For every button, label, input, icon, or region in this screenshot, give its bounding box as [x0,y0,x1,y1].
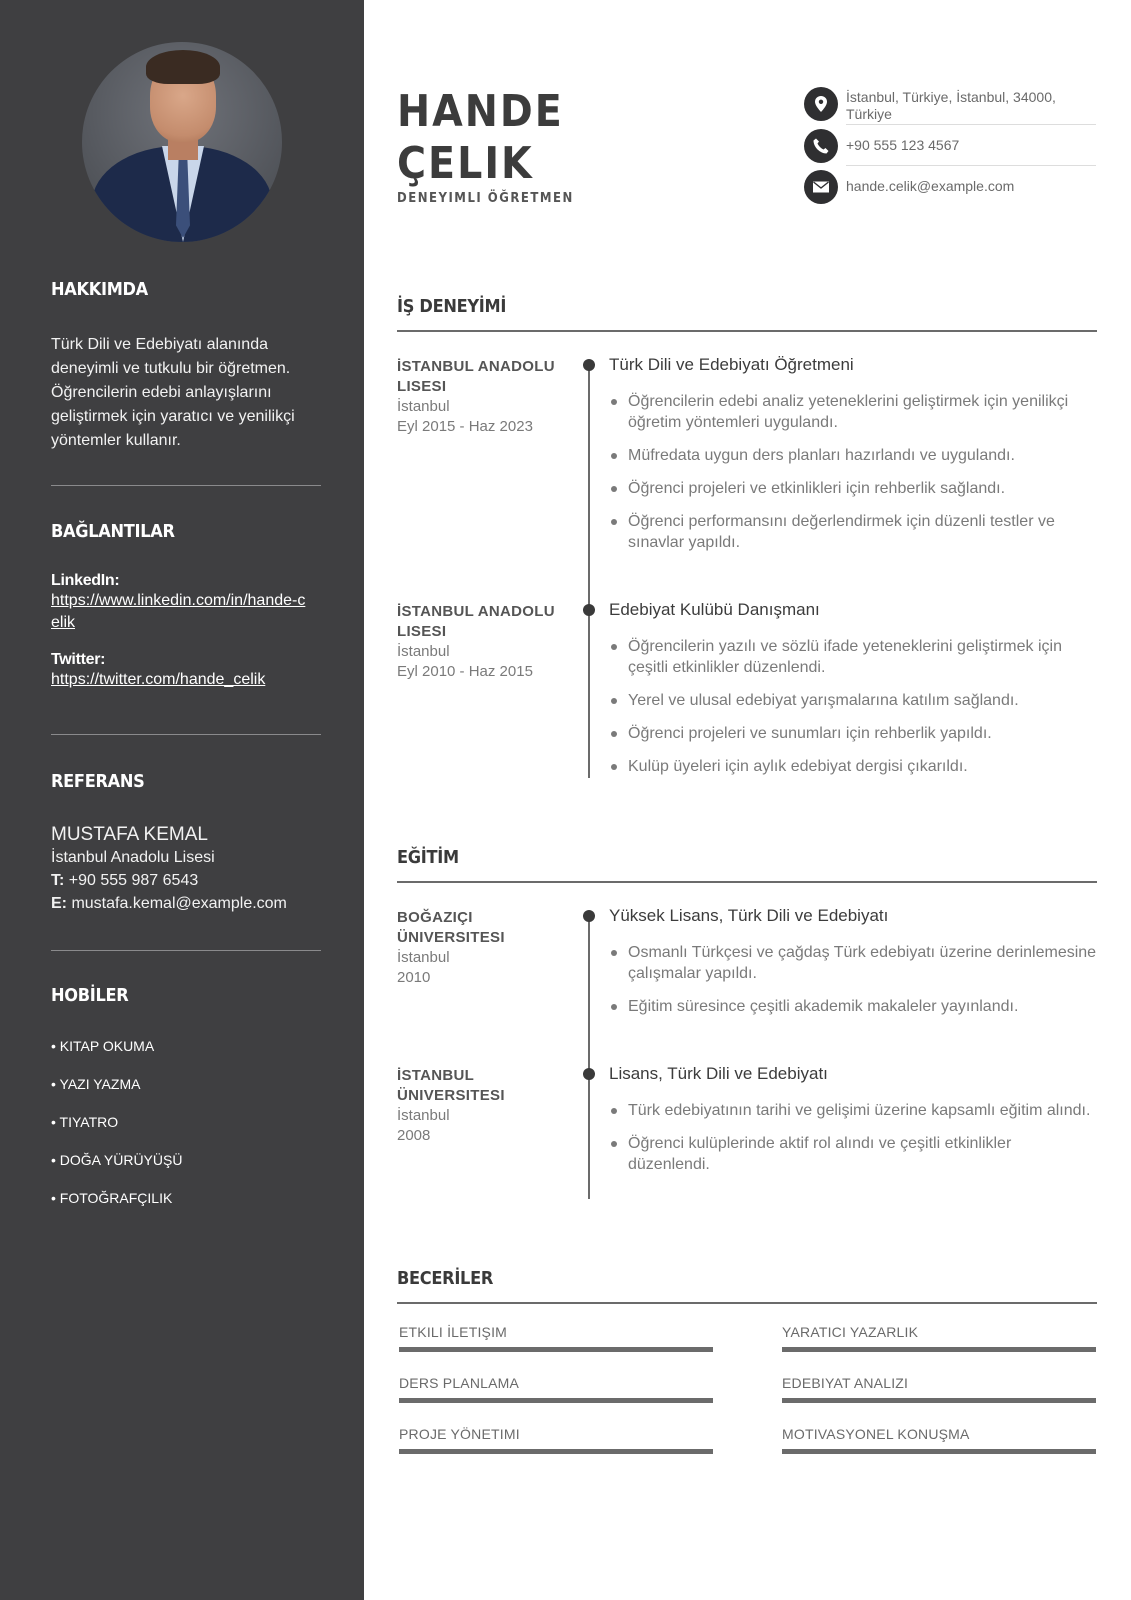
skill-bar [399,1347,713,1352]
skill-label: MOTIVASYONEL KONUŞMA [782,1426,970,1442]
skill-bar [782,1449,1096,1454]
sidebar-divider [51,485,321,486]
education-bullets [609,942,1097,1017]
bullet-item: Türk edebiyatının tarihi ve gelişimi üzerine kapsamlı eğitim alındı. [609,1100,1097,1121]
skill-item [399,1375,713,1403]
bullet-item: Kulüp üyeleri için aylık edebiyat dergisi çıkarıldı. [609,756,1097,777]
reference-phone [51,869,321,892]
experience-bullets [609,391,1097,553]
reference-name: MUSTAFA KEMAL [51,824,208,845]
contact-address [804,87,1096,123]
email-text: hande.celik@example.com [846,178,1015,194]
address-text: İstanbul, Türkiye, İstanbul, 34000, Türkiye [846,89,1056,122]
skill-item [399,1426,713,1454]
last-name: ÇELIK [397,138,534,189]
skill-item [782,1375,1096,1403]
education-degree: Yüksek Lisans, Türk Dili ve Edebiyatı [609,906,889,925]
skill-bar [782,1398,1096,1403]
linkedin-link[interactable]: https://www.linkedin.com/in/hande-celik [51,592,306,631]
reference-phone-value: +90 555 987 6543 [68,872,199,889]
skill-bar-fill [399,1398,713,1403]
education-meta [397,1066,567,1146]
education-timeline [588,917,590,1199]
skill-label: ETKILI İLETIŞIM [399,1324,508,1340]
reference-email [51,892,321,915]
education-dates: 2008 [397,1127,431,1144]
reference-phone-label: T: [51,872,65,889]
skills-title: BECERİLER [397,1268,494,1289]
experience-dates: Eyl 2015 - Haz 2023 [397,418,533,435]
section-rule [397,1302,1097,1304]
skill-bar-fill [399,1449,713,1454]
experience-title: İŞ DENEYİMİ [397,296,507,317]
twitter-label: Twitter: [51,651,106,668]
bullet-item: Öğrenci projeleri ve sunumları için rehberlik yapıldı. [609,723,1097,744]
skill-bar [399,1449,713,1454]
education-title: EĞİTİM [397,847,459,868]
skill-bar [399,1398,713,1403]
reference-section [51,771,321,915]
sidebar [0,0,364,1600]
bullet-item: Öğrencilerin yazılı ve sözlü ifade yeteneklerini geliştirmek için çeşitli etkinlikler düzenlendi. [609,636,1097,678]
experience-org: İSTANBUL ANADOLU LISESI [397,358,555,395]
contact-divider [846,124,1096,125]
full-name [397,86,564,190]
reference-org: İstanbul Anadolu Lisesi [51,849,215,866]
sidebar-divider [51,950,321,951]
envelope-icon [804,170,838,204]
timeline-dot [583,910,595,922]
hobbies-section [51,985,321,1226]
education-degree: Lisans, Türk Dili ve Edebiyatı [609,1064,828,1083]
skill-label: DERS PLANLAMA [399,1375,520,1391]
education-org: BOĞAZIÇI ÜNIVERSITESI [397,909,505,946]
bullet-item: Osmanlı Türkçesi ve çağdaş Türk edebiyatı üzerine derinlemesine çalışmalar yapıldı. [609,942,1097,984]
linkedin-label: LinkedIn: [51,572,120,589]
contact-divider [846,165,1096,166]
experience-city: İstanbul [397,398,450,415]
skill-label: EDEBIYAT ANALIZI [782,1375,909,1391]
skill-item [399,1324,713,1352]
bullet-item: Öğrenci projeleri ve etkinlikleri için rehberlik sağlandı. [609,478,1097,499]
reference-title: REFERANS [51,771,145,792]
experience-city: İstanbul [397,643,450,660]
experience-meta [397,357,567,437]
experience-detail [609,355,1097,565]
education-detail [609,1064,1097,1187]
timeline-dot [583,604,595,616]
about-text: Türk Dili ve Edebiyatı alanında deneyimli ve tutkulu bir öğretmen. Öğrencilerin edebi anlayışlarını geliştirmek için yaratıcı ve yenilikçi yöntemler kullanır. [51,336,295,449]
skill-item [782,1324,1096,1352]
links-title: BAĞLANTILAR [51,521,175,542]
experience-role: Türk Dili ve Edebiyatı Öğretmeni [609,355,854,374]
twitter-link[interactable]: https://twitter.com/hande_celik [51,671,266,688]
sidebar-divider [51,734,321,735]
skill-bar [782,1347,1096,1352]
section-rule [397,330,1097,332]
timeline-dot [583,1068,595,1080]
education-detail [609,906,1097,1029]
contact-phone [804,129,1096,163]
contact-email [804,170,1096,204]
education-bullets [609,1100,1097,1175]
about-title: HAKKIMDA [51,279,148,300]
experience-org: İSTANBUL ANADOLU LISESI [397,603,555,640]
phone-icon [804,129,838,163]
experience-bullets [609,636,1097,777]
section-rule [397,881,1097,883]
hobby-item: • FOTOĞRAFÇILIK [51,1190,173,1206]
bullet-item: Eğitim süresince çeşitli akademik makaleler yayınlandı. [609,996,1097,1017]
bullet-item: Yerel ve ulusal edebiyat yarışmalarına katılım sağlandı. [609,690,1097,711]
hobby-item: • YAZI YAZMA [51,1076,141,1092]
experience-timeline [588,366,590,778]
hobbies-title: HOBİLER [51,985,129,1006]
education-dates: 2010 [397,969,431,986]
education-meta [397,908,567,988]
about-section [51,279,321,453]
hobby-item: • KITAP OKUMA [51,1038,155,1054]
experience-dates: Eyl 2010 - Haz 2015 [397,663,533,680]
reference-email-value: mustafa.kemal@example.com [71,895,287,912]
bullet-item: Öğrenci kulüplerinde aktif rol alındı ve çeşitli etkinlikler düzenlendi. [609,1133,1097,1175]
skill-label: YARATICI YAZARLIK [782,1324,919,1340]
phone-text: +90 555 123 4567 [846,137,960,153]
education-city: İstanbul [397,949,450,966]
education-city: İstanbul [397,1107,450,1124]
skill-item [782,1426,1096,1454]
reference-email-label: E: [51,895,67,912]
experience-role: Edebiyat Kulübü Danışmanı [609,600,820,619]
skill-label: PROJE YÖNETIMI [399,1426,520,1442]
experience-detail [609,600,1097,789]
bullet-item: Öğrencilerin edebi analiz yeteneklerini geliştirmek için yenilikçi öğretim yöntemleri uygulandı. [609,391,1097,433]
links-section [51,521,321,691]
hobby-item: • DOĞA YÜRÜYÜŞÜ [51,1152,183,1168]
skill-bar-fill [782,1449,1096,1454]
skill-bar-fill [782,1398,1096,1403]
timeline-dot [583,359,595,371]
first-name: HANDE [397,86,564,137]
education-org: İSTANBUL ÜNIVERSITESI [397,1067,505,1104]
bullet-item: Öğrenci performansını değerlendirmek için düzenli testler ve sınavlar yapıldı. [609,511,1097,553]
profile-photo [82,42,282,242]
job-title: DENEYIMLI ÖĞRETMEN [397,191,574,206]
hobby-item: • TIYATRO [51,1114,119,1130]
skill-bar-fill [782,1347,1096,1352]
experience-meta [397,602,567,682]
bullet-item: Müfredata uygun ders planları hazırlandı ve uygulandı. [609,445,1097,466]
skill-bar-fill [399,1347,713,1352]
location-pin-icon [804,87,838,121]
